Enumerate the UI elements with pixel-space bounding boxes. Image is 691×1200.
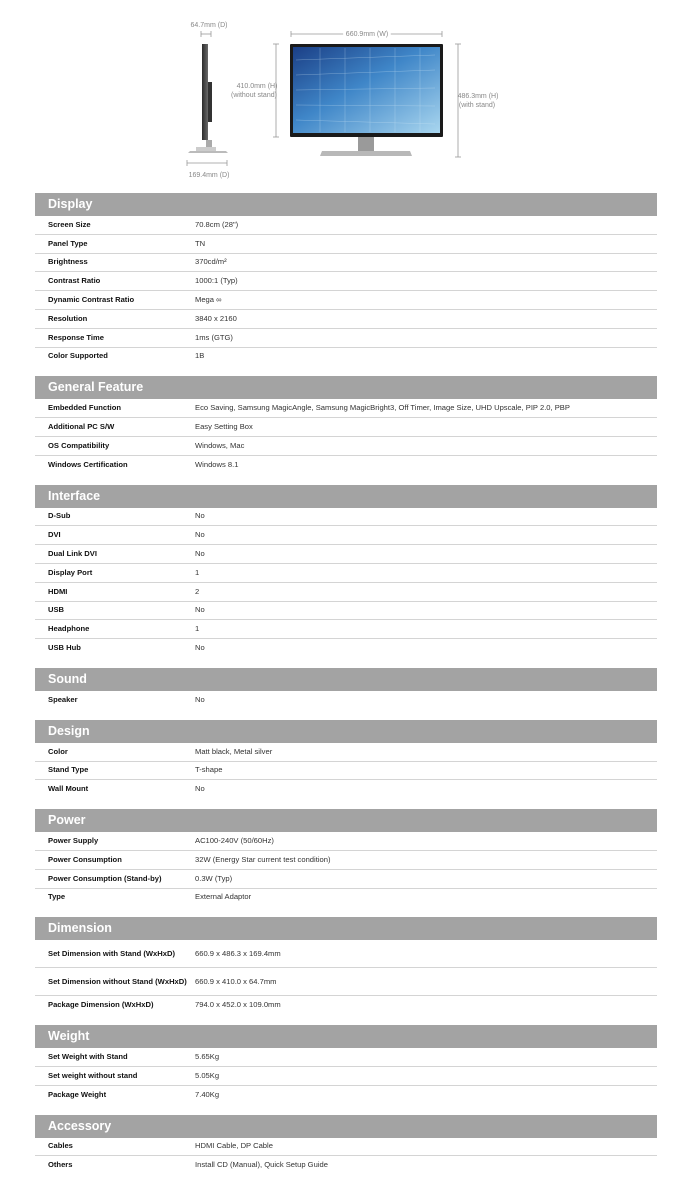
spec-row: [35, 870, 657, 889]
spec-value: Install CD (Manual), Quick Setup Guide: [195, 1160, 328, 1170]
spec-row: [35, 743, 657, 762]
spec-value: 3840 x 2160: [195, 313, 237, 323]
spec-value: No: [195, 784, 205, 794]
spec-section: [35, 1025, 657, 1103]
spec-label: Cables: [48, 1141, 73, 1151]
spec-value: 1: [195, 567, 200, 577]
spec-row: [35, 272, 657, 291]
depth-bottom-label: 169.4mm (D): [188, 172, 230, 179]
spec-value: 660.9 x 486.3 x 169.4mm: [195, 948, 281, 958]
spec-section: [35, 668, 657, 709]
spec-section: [35, 485, 657, 657]
height-no-stand-note: (without stand): [231, 92, 277, 99]
spec-section: [35, 720, 657, 798]
spec-row: [35, 418, 657, 437]
spec-label: Power Consumption: [48, 854, 122, 864]
spec-row: [35, 545, 657, 564]
spec-section: [35, 917, 657, 1014]
spec-row: [35, 583, 657, 602]
width-label: 660.9mm (W): [345, 31, 389, 38]
spec-value: 0.3W (Typ): [195, 873, 233, 883]
spec-label: Set weight without stand: [48, 1070, 138, 1080]
spec-label: Type: [48, 892, 66, 902]
spec-label: Stand Type: [48, 765, 89, 775]
spec-row: [35, 780, 657, 798]
spec-label: Package Weight: [48, 1089, 107, 1099]
spec-value: No: [195, 643, 205, 653]
spec-row: [35, 602, 657, 621]
spec-value: No: [195, 511, 205, 521]
spec-row: [35, 564, 657, 583]
spec-row: [35, 254, 657, 273]
spec-section: [35, 1115, 657, 1175]
spec-value: 5.65Kg: [195, 1052, 220, 1061]
spec-value: No: [195, 530, 205, 540]
spec-value: HDMI Cable, DP Cable: [195, 1141, 273, 1151]
spec-value: 794.0 x 452.0 x 109.0mm: [195, 1000, 281, 1010]
spec-value: Easy Setting Box: [195, 422, 253, 432]
spec-value: 2: [195, 586, 200, 596]
monitor-dimension-diagram: [0, 0, 691, 190]
spec-row: [35, 216, 657, 235]
spec-row: [35, 1156, 657, 1174]
spec-label: DVI: [48, 530, 61, 540]
spec-row: [35, 851, 657, 870]
spec-label: HDMI: [48, 586, 68, 596]
spec-label: USB Hub: [48, 643, 81, 653]
spec-label: Windows Certification: [48, 459, 128, 469]
spec-row: [35, 329, 657, 348]
section-header: Display: [35, 193, 657, 216]
spec-label: Resolution: [48, 313, 88, 323]
spec-value: TN: [195, 238, 206, 248]
depth-top-label: 64.7mm (D): [190, 22, 228, 29]
spec-row: [35, 1086, 657, 1104]
spec-row: [35, 889, 657, 907]
spec-value: Windows 8.1: [195, 459, 239, 469]
spec-value: 7.40Kg: [195, 1089, 220, 1099]
spec-value: Mega ∞: [195, 295, 222, 305]
section-header: Sound: [35, 668, 657, 691]
spec-label: Panel Type: [48, 238, 88, 248]
section-header: Accessory: [35, 1115, 657, 1138]
spec-value: 1000:1 (Typ): [195, 276, 238, 286]
spec-row: [35, 996, 657, 1014]
spec-row: [35, 399, 657, 418]
spec-row: [35, 1067, 657, 1086]
spec-value: 370cd/m²: [195, 257, 227, 267]
spec-label: Color Supported: [48, 351, 108, 361]
spec-value: 32W (Energy Star current test condition): [195, 854, 331, 864]
section-header: Dimension: [35, 917, 657, 940]
spec-label: Set Dimension without Stand (WxHxD): [48, 976, 187, 986]
spec-value: 5.05Kg: [195, 1070, 220, 1080]
spec-row: [35, 235, 657, 254]
spec-label: Package Dimension (WxHxD): [48, 1000, 154, 1010]
spec-row: [35, 691, 657, 709]
spec-label: Set Dimension with Stand (WxHxD): [48, 948, 175, 958]
spec-row: [35, 348, 657, 366]
spec-value: 1ms (GTG): [195, 332, 233, 342]
spec-row: [35, 940, 657, 968]
height-no-stand-label: 410.0mm (H): [236, 83, 278, 90]
spec-value: No: [195, 605, 205, 615]
spec-label: Screen Size: [48, 219, 91, 229]
spec-row: [35, 437, 657, 456]
spec-row: [35, 1138, 657, 1157]
spec-value: 660.9 x 410.0 x 64.7mm: [195, 976, 277, 986]
spec-value: External Adaptor: [195, 892, 252, 902]
spec-label: Wall Mount: [48, 784, 89, 794]
spec-row: [35, 508, 657, 527]
spec-label: Color: [48, 746, 68, 756]
spec-value: 1B: [195, 351, 205, 361]
spec-row: [35, 310, 657, 329]
spec-row: [35, 639, 657, 657]
section-header: Power: [35, 809, 657, 832]
section-header: Interface: [35, 485, 657, 508]
section-header: General Feature: [35, 376, 657, 399]
spec-row: [35, 1048, 657, 1067]
height-stand-label: 486.3mm (H): [457, 93, 499, 100]
spec-label: Contrast Ratio: [48, 276, 101, 286]
spec-value: AC100-240V (50/60Hz): [195, 836, 274, 846]
spec-section: [35, 376, 657, 473]
spec-label: D-Sub: [48, 511, 71, 521]
spec-row: [35, 832, 657, 851]
spec-value: T-shape: [195, 765, 223, 775]
front-view-monitor: [290, 31, 443, 156]
section-header: Design: [35, 720, 657, 743]
spec-section: [35, 809, 657, 906]
spec-label: Set Weight with Stand: [48, 1052, 128, 1061]
spec-row: [35, 456, 657, 474]
spec-label: Response Time: [48, 332, 104, 342]
spec-label: Brightness: [48, 257, 88, 267]
spec-value: No: [195, 694, 205, 704]
spec-table: [35, 193, 657, 1185]
spec-label: Dual Link DVI: [48, 549, 97, 559]
spec-label: USB: [48, 605, 65, 615]
spec-label: Power Consumption (Stand-by): [48, 873, 162, 883]
spec-row: [35, 762, 657, 781]
spec-label: Display Port: [48, 567, 93, 577]
side-view-monitor: [187, 31, 228, 166]
spec-value: 70.8cm (28"): [195, 219, 239, 229]
spec-row: [35, 620, 657, 639]
spec-label: Embedded Function: [48, 403, 121, 413]
spec-value: Eco Saving, Samsung MagicAngle, Samsung MagicBright3, Off Timer, Image Size, UHD Upscale, PIP 2.0, PBP: [195, 403, 570, 413]
spec-row: [35, 968, 657, 996]
spec-row: [35, 291, 657, 310]
spec-label: Power Supply: [48, 836, 99, 846]
height-stand-note: (with stand): [458, 102, 496, 109]
spec-value: 1: [195, 624, 200, 634]
spec-value: No: [195, 549, 205, 559]
spec-section: [35, 193, 657, 365]
section-header: Weight: [35, 1025, 657, 1048]
spec-label: Headphone: [48, 624, 90, 634]
spec-label: Additional PC S/W: [48, 422, 115, 432]
spec-value: Windows, Mac: [195, 440, 245, 450]
spec-label: Dynamic Contrast Ratio: [48, 295, 135, 305]
spec-label: Speaker: [48, 694, 78, 704]
spec-value: Matt black, Metal silver: [195, 746, 273, 756]
spec-label: OS Compatibility: [48, 440, 110, 450]
spec-label: Others: [48, 1160, 73, 1170]
spec-row: [35, 526, 657, 545]
